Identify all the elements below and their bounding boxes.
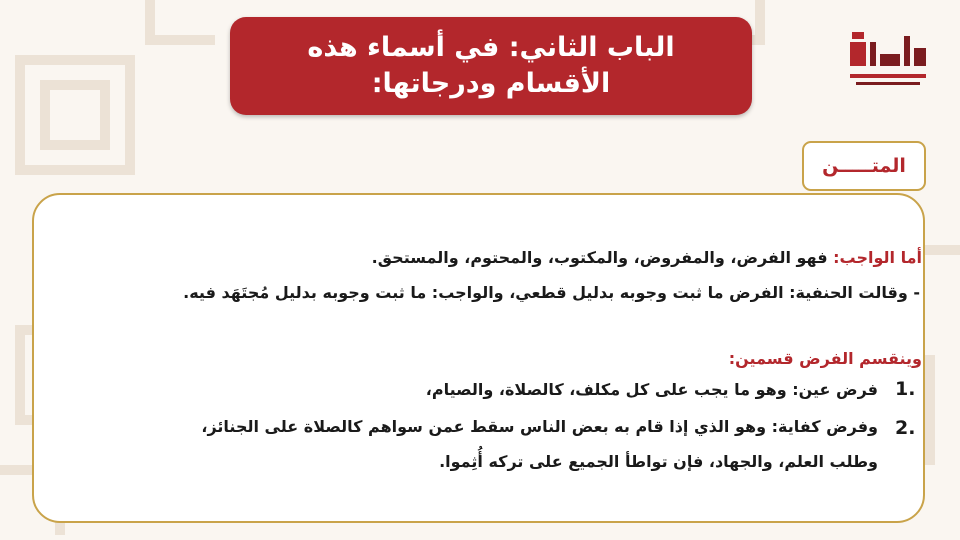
wajib-line	[372, 246, 922, 270]
list-item-1-text: فرض عين: وهو ما يجب على كل مكلف، كالصلاة، والصيام،	[425, 380, 878, 399]
chapter-title-line-1: الباب الثاني: في أسماء هذه	[307, 32, 675, 63]
ihkam-logo	[842, 26, 934, 96]
list-item-2-line-2: وطلب العلم، والجهاد، فإن تواطأ الجميع على تركه أُثِموا.	[439, 452, 878, 471]
list-item-2-number: 2.	[895, 417, 916, 439]
matn-tab	[802, 141, 926, 191]
chapter-title-line-2: الأقسام ودرجاتها:	[371, 68, 611, 99]
hanafi-line: - وقالت الحنفية: الفرض ما ثبت وجوبه بدليل قطعي، والواجب: ما ثبت وجوبه بدليل مُجتَهَد فيه.	[183, 283, 920, 302]
list-item-2-line-1: وفرض كفاية: وهو الذي إذا قام به بعض الناس سقط عمن سواهم كالصلاة على الجنائز،	[201, 417, 878, 436]
chapter-title-banner	[230, 17, 752, 115]
wajib-text: فهو الفرض، والمفروض، والمكتوب، والمحتوم، والمستحق.	[371, 248, 834, 267]
wajib-label: أما الواجب:	[833, 248, 922, 267]
matn-tab-label: المتـــــن	[822, 155, 906, 177]
division-heading: وينقسم الفرض قسمين:	[728, 349, 922, 368]
list-item-1-number: 1.	[895, 378, 916, 400]
